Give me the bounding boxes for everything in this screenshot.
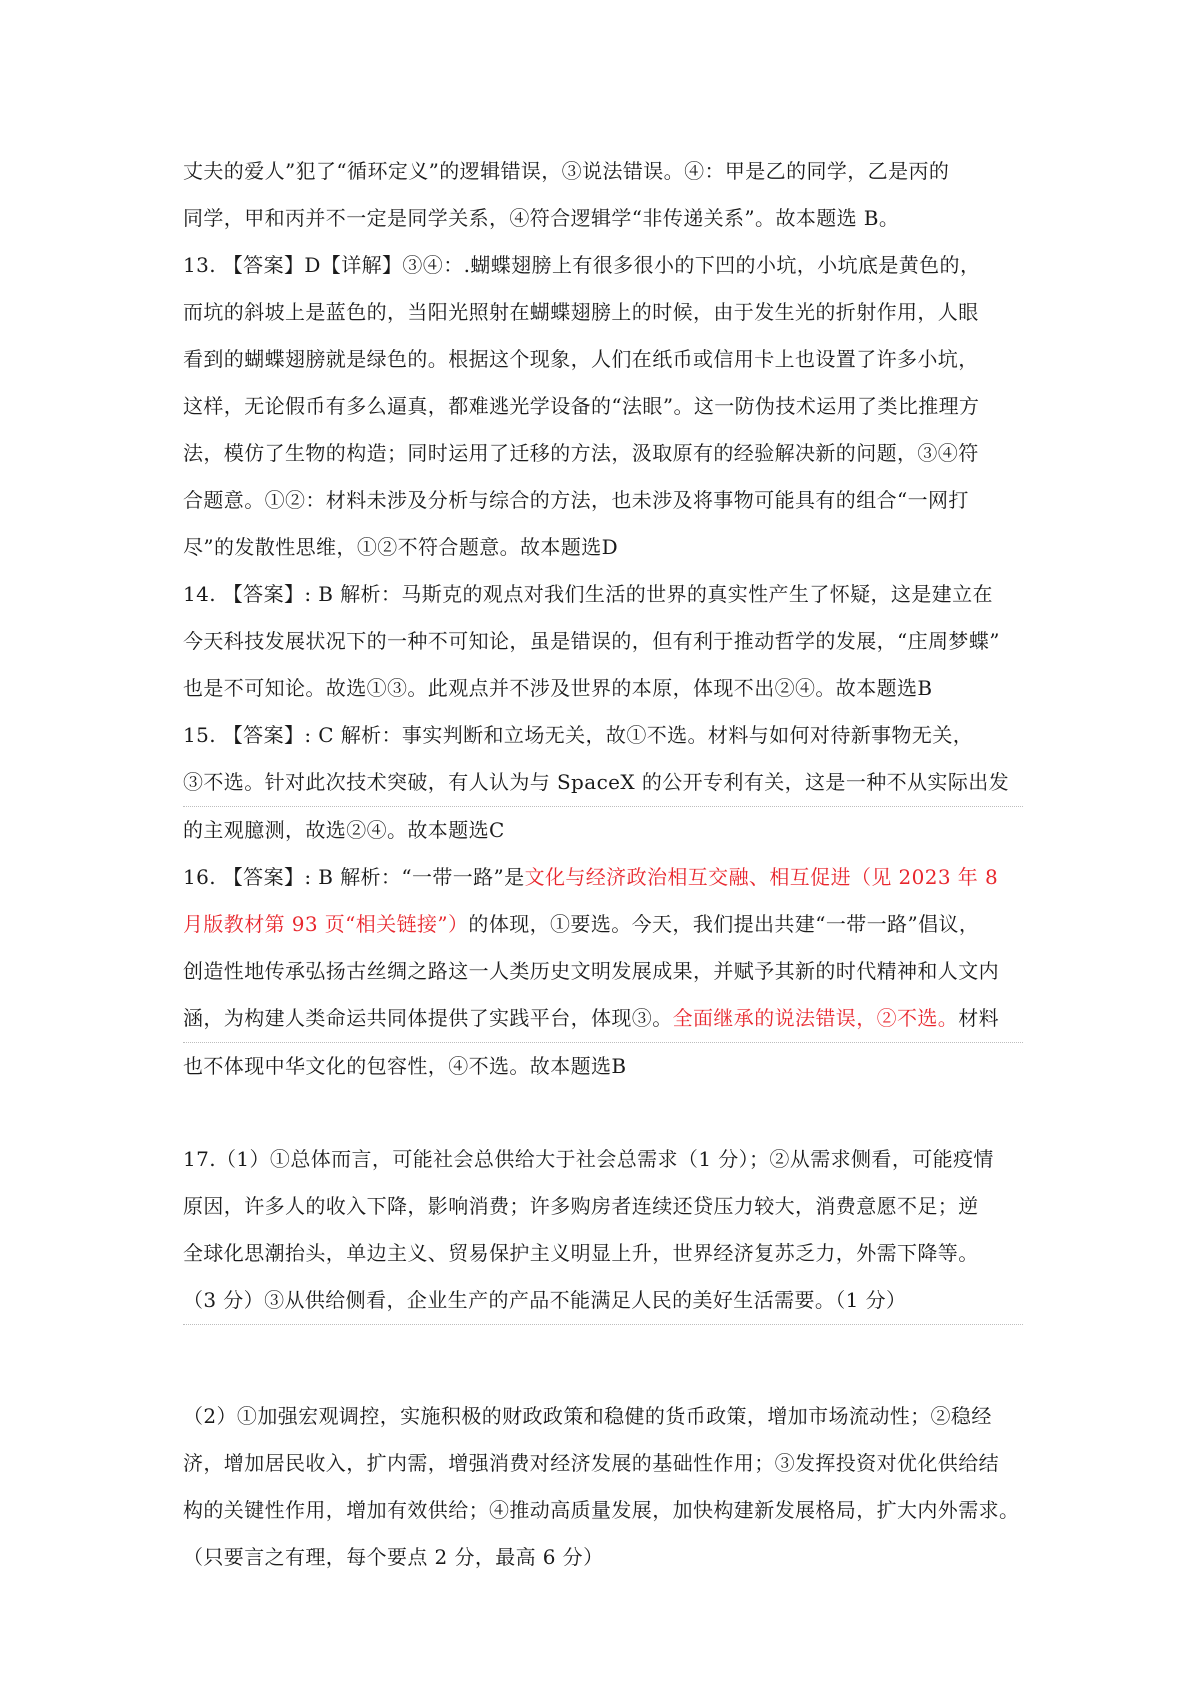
paragraph-q13 xyxy=(183,242,1023,571)
text-run: 创造性地传承弘扬古丝绸之路这一人类历史文明发展成果，并赋予其新的时代精神和人文内 xyxy=(183,959,999,983)
paragraph-q14 xyxy=(183,571,1023,712)
text-run: 也是不可知论。故选①③。此观点并不涉及世界的本原，体现不出②④。故本题选B xyxy=(183,676,933,700)
text-line xyxy=(183,995,1023,1043)
paragraph-q17-part2 xyxy=(183,1393,1023,1581)
text-line xyxy=(183,1487,1023,1534)
highlighted-text: 全面继承的说法错误，②不选。 xyxy=(672,1006,959,1030)
text-run: （只要言之有理，每个要点 2 分，最高 6 分） xyxy=(183,1545,604,1569)
text-line xyxy=(183,712,1023,759)
text-line xyxy=(183,383,1023,430)
text-line xyxy=(183,618,1023,665)
text-run: 也不体现中华文化的包容性，④不选。故本题选B xyxy=(183,1054,627,1078)
text-line xyxy=(183,1393,1023,1440)
paragraph-q15 xyxy=(183,712,1023,854)
text-line xyxy=(183,854,1023,901)
text-run: 这样，无论假币有多么逼真，都难逃光学设备的“法眼”。这一防伪技术运用了类比推理方 xyxy=(183,394,980,418)
answer-content xyxy=(183,148,1023,1581)
highlighted-text: 文化与经济政治相互交融、相互促进（见 2023 年 8 xyxy=(524,865,999,889)
text-run: （2）①加强宏观调控，实施积极的财政政策和稳健的货币政策，增加市场流动性；②稳经 xyxy=(183,1404,992,1428)
text-line xyxy=(183,1136,1023,1183)
text-run: 而坑的斜坡上是蓝色的，当阳光照射在蝴蝶翅膀上的时候，由于发生光的折射作用，人眼 xyxy=(183,300,979,324)
text-line xyxy=(183,477,1023,524)
text-run: 14. 【答案】: B 解析：马斯克的观点对我们生活的世界的真实性产生了怀疑，这是建立在 xyxy=(183,582,993,606)
text-line xyxy=(183,1440,1023,1487)
text-run: 济，增加居民收入，扩内需，增强消费对经济发展的基础性作用；③发挥投资对优化供给结 xyxy=(183,1451,999,1475)
text-run: 原因，许多人的收入下降，影响消费；许多购房者连续还贷压力较大，消费意愿不足；逆 xyxy=(183,1194,979,1218)
text-run: 的体现，①要选。今天，我们提出共建“一带一路”倡议， xyxy=(468,912,980,936)
text-run: 17.（1）①总体而言，可能社会总供给大于社会总需求（1 分）；②从需求侧看，可能疫情 xyxy=(183,1147,994,1171)
text-run: 的主观臆测，故选②④。故本题选C xyxy=(183,818,505,842)
text-line xyxy=(183,807,1023,854)
text-run: （3 分）③从供给侧看，企业生产的产品不能满足人民的美好生活需要。（1 分） xyxy=(183,1288,907,1312)
text-line xyxy=(183,242,1023,289)
text-line xyxy=(183,571,1023,618)
text-line xyxy=(183,665,1023,712)
paragraph-q12-end xyxy=(183,148,1023,242)
text-run: 16. 【答案】: B 解析：“一带一路”是 xyxy=(183,865,525,889)
text-line xyxy=(183,1277,1023,1325)
text-run: 合题意。①②：材料未涉及分析与综合的方法，也未涉及将事物可能具有的组合“一网打 xyxy=(183,488,969,512)
text-line xyxy=(183,148,1023,195)
highlighted-text: 月版教材第 93 页“相关链接”） xyxy=(183,912,469,936)
text-line xyxy=(183,430,1023,477)
text-run: ③不选。针对此次技术突破，有人认为与 SpaceX 的公开专利有关，这是一种不从实际出发 xyxy=(183,770,1010,794)
text-line xyxy=(183,901,1023,948)
text-line xyxy=(183,948,1023,995)
text-line xyxy=(183,1230,1023,1277)
text-run: 丈夫的爱人”犯了“循环定义”的逻辑错误，③说法错误。④：甲是乙的同学，乙是丙的 xyxy=(183,159,950,183)
text-line xyxy=(183,759,1023,807)
text-run: 看到的蝴蝶翅膀就是绿色的。根据这个现象，人们在纸币或信用卡上也设置了许多小坑， xyxy=(183,347,979,371)
paragraph-q17-part1 xyxy=(183,1136,1023,1325)
spacer xyxy=(183,1325,1023,1393)
text-line xyxy=(183,1043,1023,1090)
text-run: 15. 【答案】: C 解析：事实判断和立场无关，故①不选。材料与如何对待新事物无关， xyxy=(183,723,974,747)
text-run: 构的关键性作用，增加有效供给；④推动高质量发展，加快构建新发展格局，扩大内外需求。 xyxy=(183,1498,1020,1522)
text-run: 全球化思潮抬头，单边主义、贸易保护主义明显上升，世界经济复苏乏力，外需下降等。 xyxy=(183,1241,979,1265)
text-line xyxy=(183,289,1023,336)
text-run: 今天科技发展状况下的一种不可知论，虽是错误的，但有利于推动哲学的发展，“庄周梦蝶” xyxy=(183,629,1000,653)
text-line xyxy=(183,524,1023,571)
text-line xyxy=(183,1534,1023,1581)
text-run: 13. 【答案】D【详解】③④：.蝴蝶翅膀上有很多很小的下凹的小坑，小坑底是黄色的， xyxy=(183,253,981,277)
text-run: 同学，甲和丙并不一定是同学关系，④符合逻辑学“非传递关系”。故本题选 B。 xyxy=(183,206,900,230)
text-run: 法，模仿了生物的构造；同时运用了迁移的方法，汲取原有的经验解决新的问题，③④符 xyxy=(183,441,979,465)
paragraph-q16 xyxy=(183,854,1023,1090)
text-line xyxy=(183,336,1023,383)
spacer xyxy=(183,1090,1023,1136)
text-line xyxy=(183,1183,1023,1230)
text-run: 材料 xyxy=(958,1006,1000,1030)
text-run: 尽”的发散性思维，①②不符合题意。故本题选D xyxy=(183,535,619,559)
text-line xyxy=(183,195,1023,242)
text-run: 涵，为构建人类命运共同体提供了实践平台，体现③。 xyxy=(183,1006,673,1030)
